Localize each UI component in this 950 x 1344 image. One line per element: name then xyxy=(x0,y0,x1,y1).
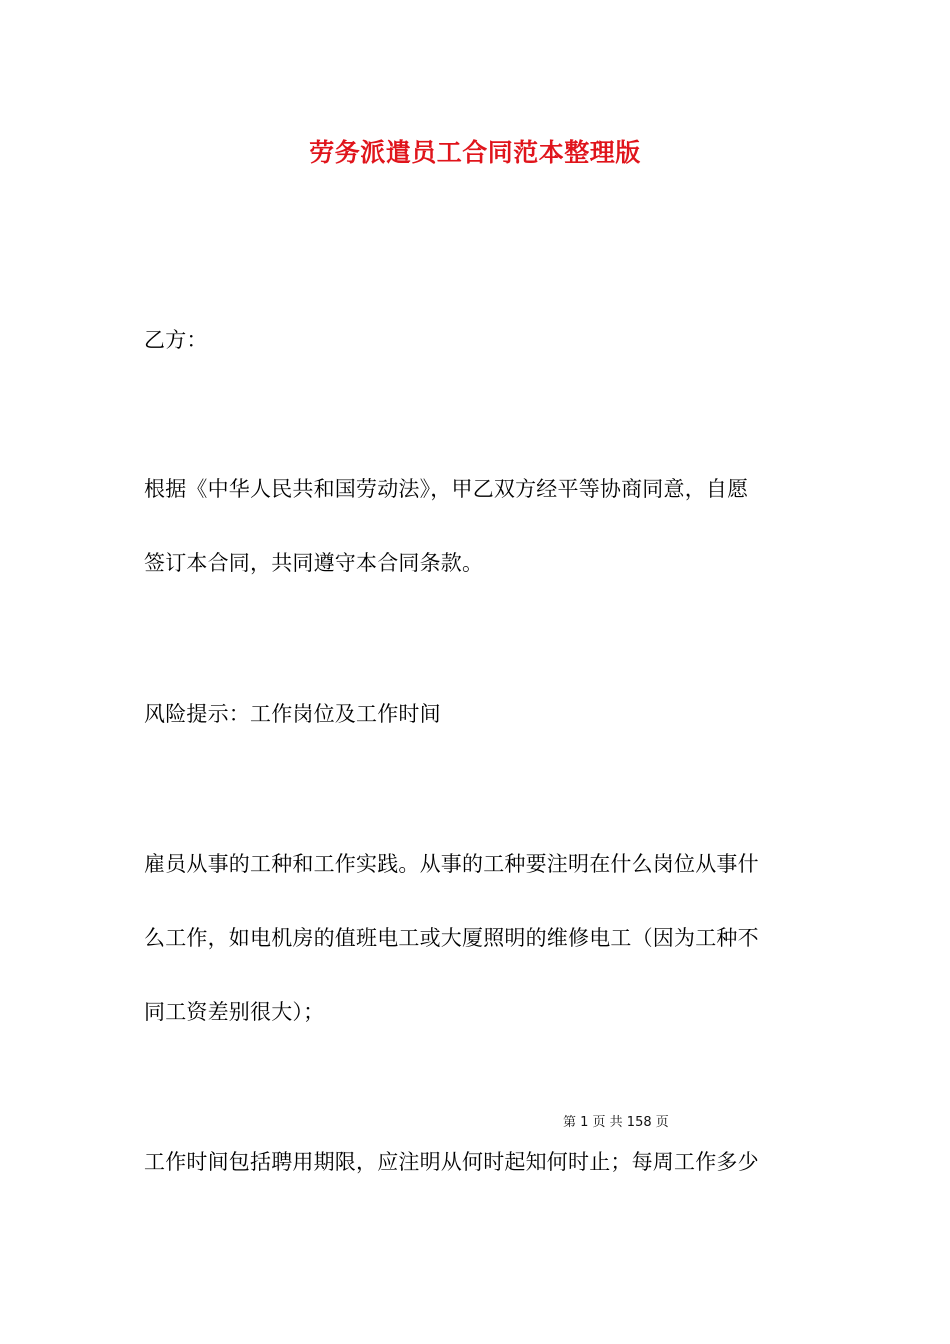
paragraph-line: 签订本合同，共同遵守本合同条款。 xyxy=(144,551,484,575)
risk-heading: 风险提示：工作岗位及工作时间 xyxy=(144,702,441,726)
paragraph-line: 根据《中华人民共和国劳动法》，甲乙双方经平等协商同意，自愿 xyxy=(144,477,749,501)
paragraph-line: 雇员从事的工种和工作实践。从事的工种要注明在什么岗位从事什 xyxy=(144,852,759,876)
paragraph-line: 同工资差别很大）； xyxy=(144,1000,325,1024)
page-footer: 第 1 页 共 158 页 xyxy=(563,1115,669,1130)
paragraph-line: 么工作，如电机房的值班电工或大厦照明的维修电工（因为工种不 xyxy=(144,926,759,950)
paragraph-line: 工作时间包括聘用期限，应注明从何时起知何时止；每周工作多少 xyxy=(144,1150,759,1174)
document-title: 劳务派遣员工合同范本整理版 xyxy=(309,138,641,167)
party-b-label: 乙方： xyxy=(144,328,208,352)
